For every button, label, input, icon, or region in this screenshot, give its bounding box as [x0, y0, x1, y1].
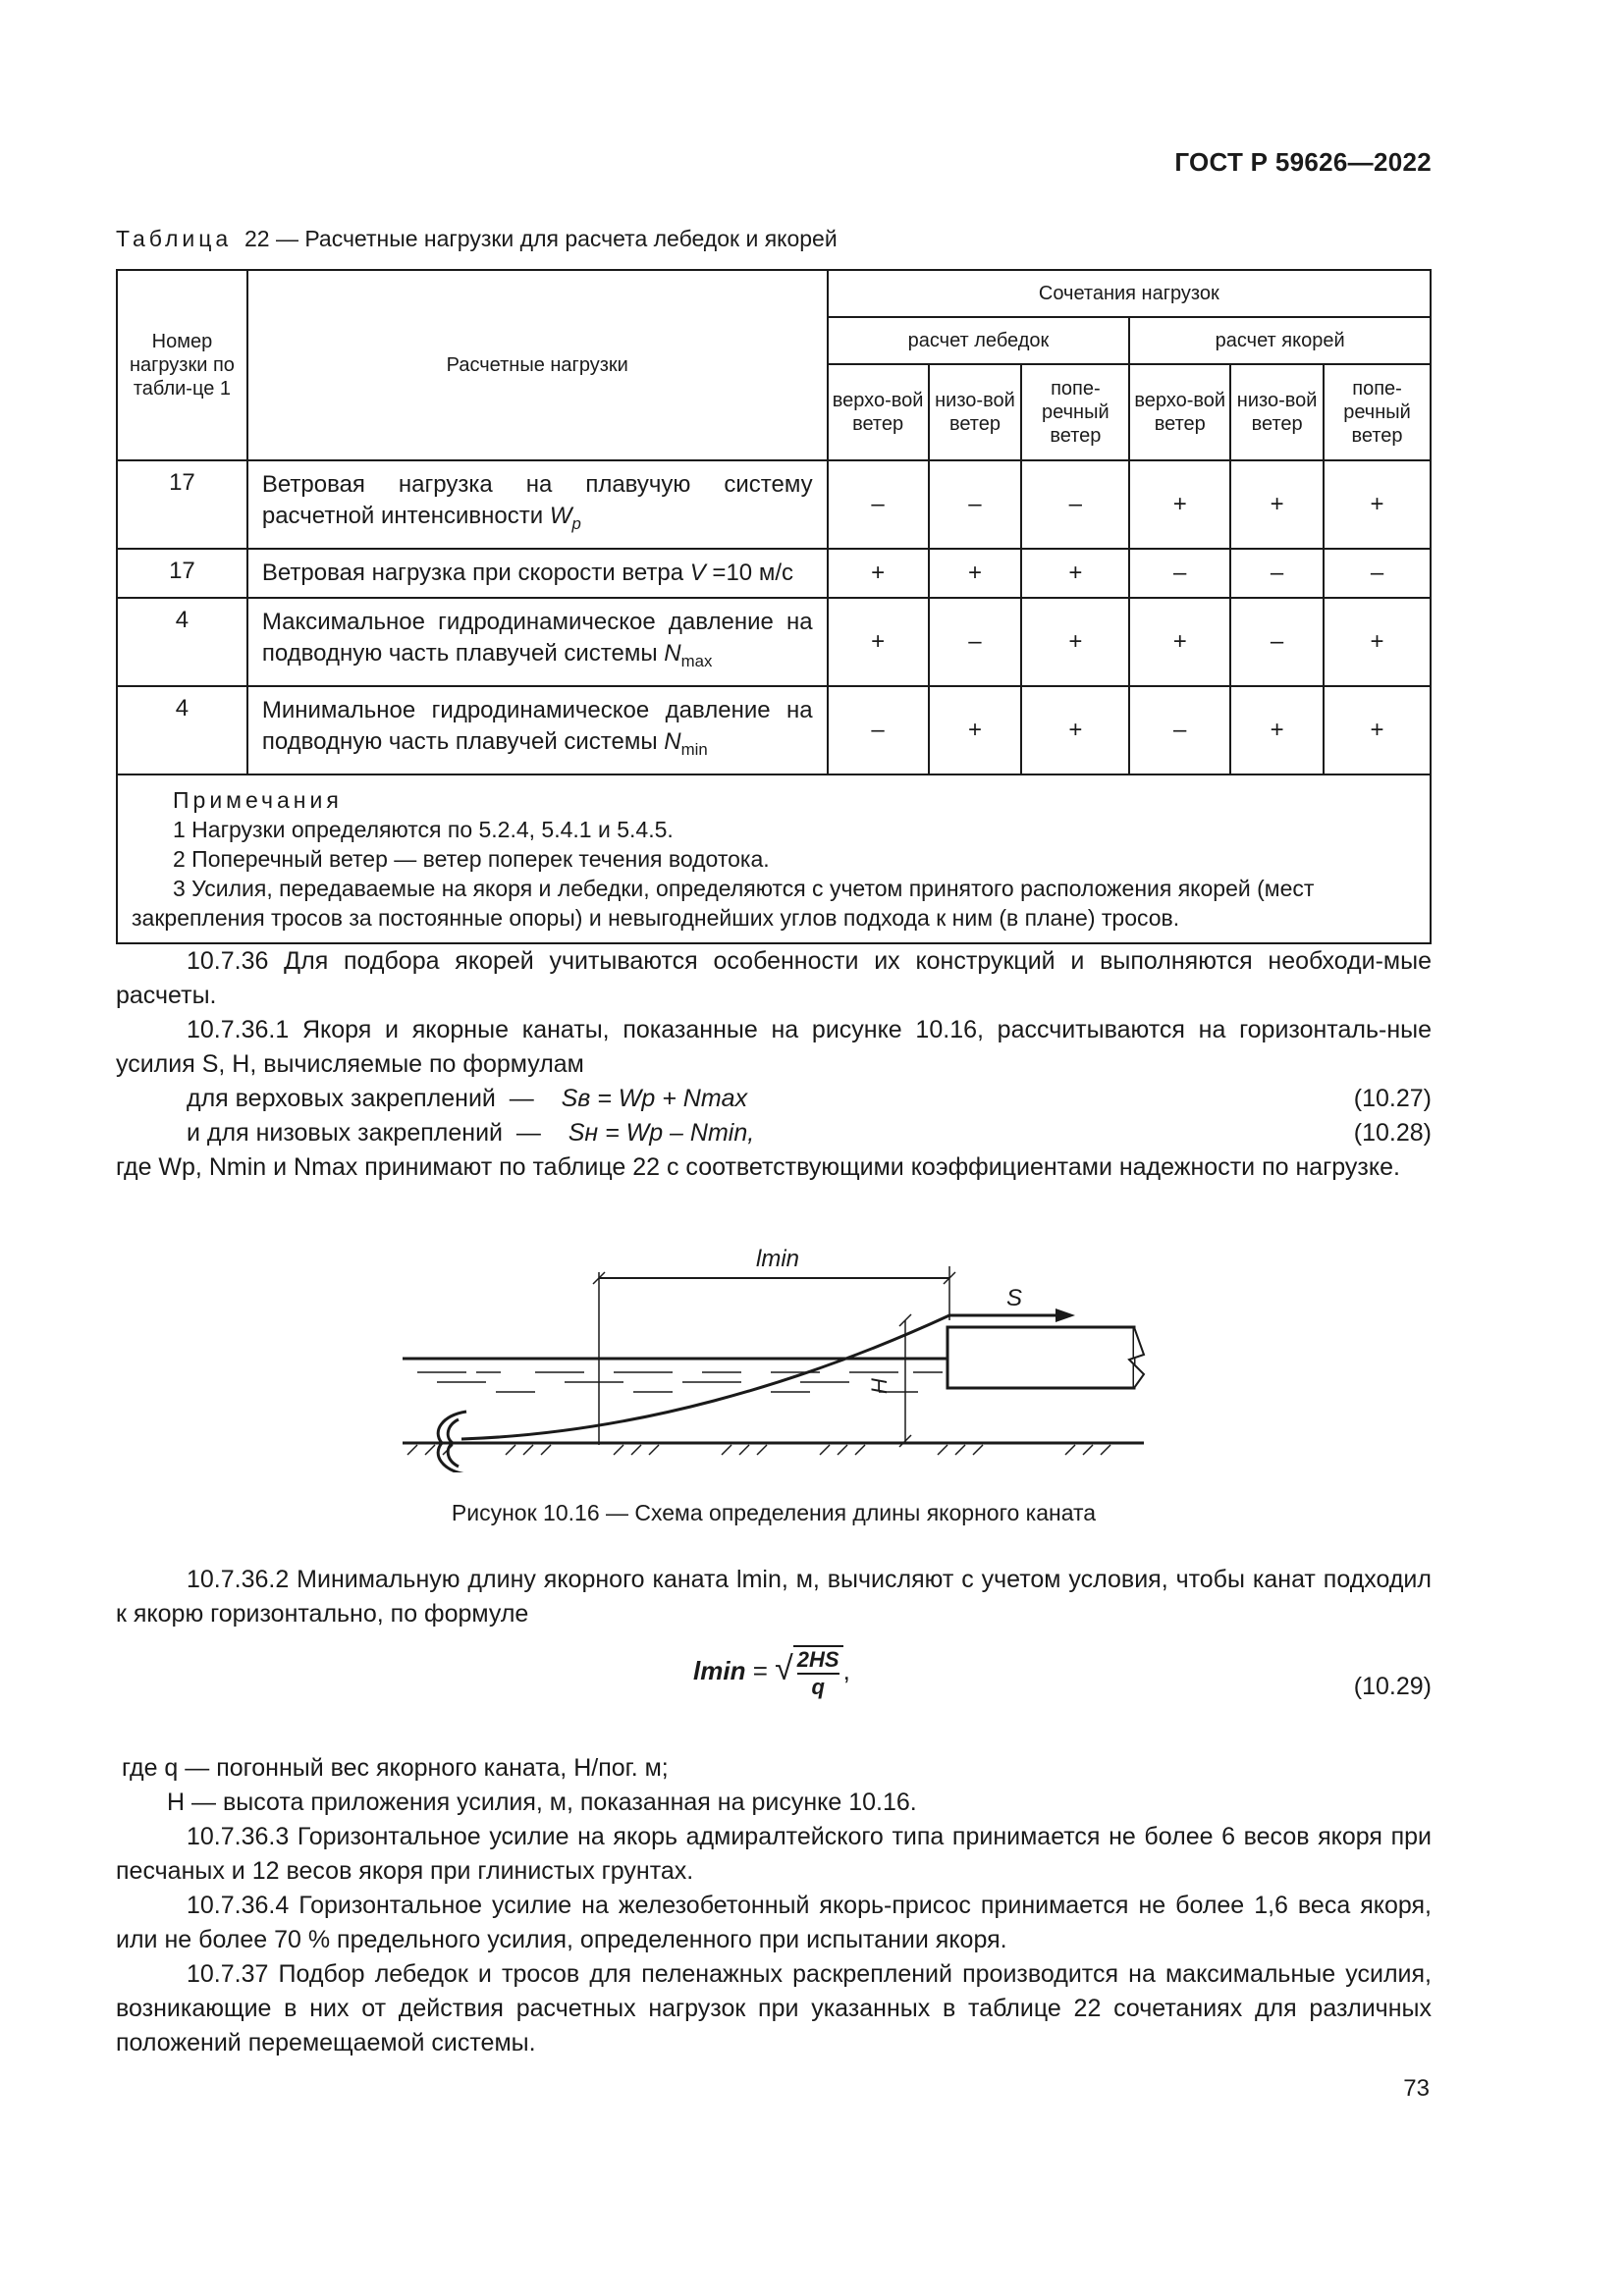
- row-load-text: Максимальное гидродинамическое давление на подводную часть плавучей системы $N_{max}$: [247, 598, 828, 686]
- h-label: H: [867, 1378, 892, 1394]
- header-upwind: верхо-вой ветер: [1129, 364, 1230, 460]
- header-load-number: Номер нагрузки по табли-це 1: [117, 270, 247, 460]
- paragraph-10-7-36: 10.7.36 Для подбора якорей учитываются особенности их конструкций и выполняются необходи-мые расчеты.: [116, 947, 1432, 1009]
- row-load-text: Ветровая нагрузка на плавучую систему расчетной интенсивности $W_p$: [247, 460, 828, 549]
- vessel-break-mark: [1129, 1327, 1144, 1388]
- force-s-arrowhead: [1056, 1308, 1075, 1322]
- seabed-hatching: [407, 1445, 1110, 1455]
- row-load-number: 4: [117, 598, 247, 686]
- row-mark: –: [1324, 549, 1431, 598]
- row-mark: +: [828, 598, 929, 686]
- row-mark: –: [1129, 549, 1230, 598]
- row-mark: –: [929, 460, 1022, 549]
- paragraph-10-7-36-3: 10.7.36.3 Горизонтальное усилие на якорь адмиралтейского типа принимается не более 6 весов якоря при песчаных и 12 весов якоря при глинистых грунтах.: [116, 1823, 1432, 1885]
- notes-row: [117, 774, 1431, 943]
- paragraph-10-7-36-2: 10.7.36.2 Минимальную длину якорного каната lmin, м, вычисляют с учетом условия, чтобы канат подходил к якорю горизонтально, по формуле: [116, 1566, 1432, 1628]
- figure-caption: Рисунок 10.16 — Схема определения длины якорного каната: [451, 1500, 1097, 1525]
- anchor-rope: [461, 1315, 949, 1439]
- vessel: [947, 1327, 1134, 1388]
- paragraph-10-7-36-1: 10.7.36.1 Якоря и якорные канаты, показанные на рисунке 10.16, рассчитываются на горизонталь-ные усилия S, Н, вычисляемые по формулам: [116, 1016, 1432, 1078]
- formula-denominator: q: [811, 1675, 825, 1699]
- row-mark: +: [1021, 598, 1129, 686]
- row-load-text: Минимальное гидродинамическое давление на подводную часть плавучей системы $N_{min}$: [247, 686, 828, 774]
- row-mark: +: [1324, 460, 1431, 549]
- body-section-2: [116, 1563, 1432, 1631]
- table-caption-text: 22 — Расчетные нагрузки для расчета лебедок и якорей: [244, 226, 838, 251]
- anchor: [438, 1412, 476, 1472]
- formula-number: (10.29): [1353, 1673, 1432, 1700]
- row-mark: –: [929, 598, 1022, 686]
- formula-expression: Sн = Wp – Nmin,: [568, 1119, 755, 1147]
- row-mark: +: [929, 549, 1022, 598]
- formula-label: и для низовых закреплений: [187, 1119, 503, 1147]
- water-hatching: [417, 1372, 943, 1392]
- loads-table: [116, 269, 1432, 944]
- row-load-number: 17: [117, 460, 247, 549]
- row-load-text: Ветровая нагрузка при скорости ветра V =10 м/с: [247, 549, 828, 598]
- paragraph-where: где Wp, Nmin и Nmax принимают по таблице 22 с соответствующими коэффициентами надежности по нагрузке.: [116, 1153, 1400, 1181]
- row-mark: +: [1129, 460, 1230, 549]
- row-mark: +: [1021, 686, 1129, 774]
- lmin-label: lmin: [756, 1246, 800, 1272]
- table-row: [117, 686, 1431, 774]
- row-mark: +: [828, 549, 929, 598]
- header-downwind: низо-вой ветер: [1230, 364, 1324, 460]
- page-number: 73: [1403, 2075, 1430, 2102]
- note-item: 2 Поперечный ветер — ветер поперек течения водотока.: [173, 846, 770, 872]
- header-downwind: низо-вой ветер: [929, 364, 1022, 460]
- formula-lhs: lmin: [693, 1655, 746, 1685]
- header-winch-calc: расчет лебедок: [828, 317, 1130, 364]
- s-label: S: [1006, 1285, 1023, 1311]
- row-mark: +: [1021, 549, 1129, 598]
- table-notes: [117, 774, 1431, 943]
- paragraph-10-7-36-4: 10.7.36.4 Горизонтальное усилие на железобетонный якорь-присос принимается не более 1,6 веса якоря, или не более 70 % предельного усилия, определенного при испытании якоря.: [116, 1892, 1432, 1953]
- header-crosswind: попе-речный ветер: [1021, 364, 1129, 460]
- body-section-3: [116, 1751, 1432, 2060]
- row-mark: –: [1230, 549, 1324, 598]
- row-mark: +: [1230, 686, 1324, 774]
- row-load-number: 17: [117, 549, 247, 598]
- definition-h: H — высота приложения усилия, м, показанная на рисунке 10.16.: [167, 1789, 917, 1816]
- table-row: [117, 460, 1431, 549]
- formula-label: для верховых закреплений: [187, 1085, 496, 1112]
- header-upwind: верхо-вой ветер: [828, 364, 929, 460]
- formula-10-27: для верховых закреплений — Sв = Wp + Nmax (10.27): [116, 1082, 1432, 1116]
- definition-q: где q — погонный вес якорного каната, Н/пог. м;: [122, 1754, 669, 1782]
- row-load-number: 4: [117, 686, 247, 774]
- row-mark: –: [828, 460, 929, 549]
- row-mark: +: [1230, 460, 1324, 549]
- note-item: закрепления тросов за постоянные опоры) и невыгоднейших углов подхода к ним (в плане) тросов.: [132, 905, 1180, 931]
- note-item: 3 Усилия, передаваемые на якоря и лебедки, определяются с учетом принятого расположения якорей (мест: [173, 876, 1315, 901]
- table-row: [117, 598, 1431, 686]
- document-code: ГОСТ Р 59626—2022: [1174, 147, 1432, 177]
- anchor-rope-figure: [388, 1237, 1164, 1472]
- header-combinations: Сочетания нагрузок: [828, 270, 1431, 317]
- row-mark: +: [1324, 686, 1431, 774]
- formula-expression: Sв = Wp + Nmax: [561, 1085, 748, 1112]
- formula-numerator: 2HS: [797, 1647, 839, 1675]
- paragraph-10-7-37: 10.7.37 Подбор лебедок и тросов для пеленажных раскреплений производится на максимальные усилия, возникающие в них от действия расчетных нагрузок при указанных в таблице 22 сочетаниях для различных положений перемещаемой системы.: [116, 1960, 1432, 2056]
- row-mark: –: [1021, 460, 1129, 549]
- notes-title: Примечания: [173, 787, 343, 813]
- row-mark: +: [1129, 598, 1230, 686]
- header-anchor-calc: расчет якорей: [1129, 317, 1431, 364]
- header-crosswind: попе-речный ветер: [1324, 364, 1431, 460]
- formula-10-29: lmin = √ $\frac{2HS}{q}$ ,: [693, 1647, 850, 1699]
- note-item: 1 Нагрузки определяются по 5.2.4, 5.4.1 и 5.4.5.: [173, 817, 674, 842]
- row-mark: –: [828, 686, 929, 774]
- row-mark: +: [1324, 598, 1431, 686]
- header-design-loads: Расчетные нагрузки: [247, 270, 828, 460]
- table-caption: [116, 226, 838, 252]
- row-mark: –: [1129, 686, 1230, 774]
- row-mark: –: [1230, 598, 1324, 686]
- row-mark: +: [929, 686, 1022, 774]
- table-row: [117, 549, 1431, 598]
- formula-10-28: и для низовых закреплений — Sн = Wp – Nmin, (10.28): [116, 1116, 1432, 1150]
- formula-number: (10.28): [1353, 1119, 1432, 1147]
- formula-number: (10.27): [1353, 1085, 1432, 1112]
- body-section-1: [116, 944, 1432, 1185]
- table-caption-word: Таблица: [116, 226, 233, 251]
